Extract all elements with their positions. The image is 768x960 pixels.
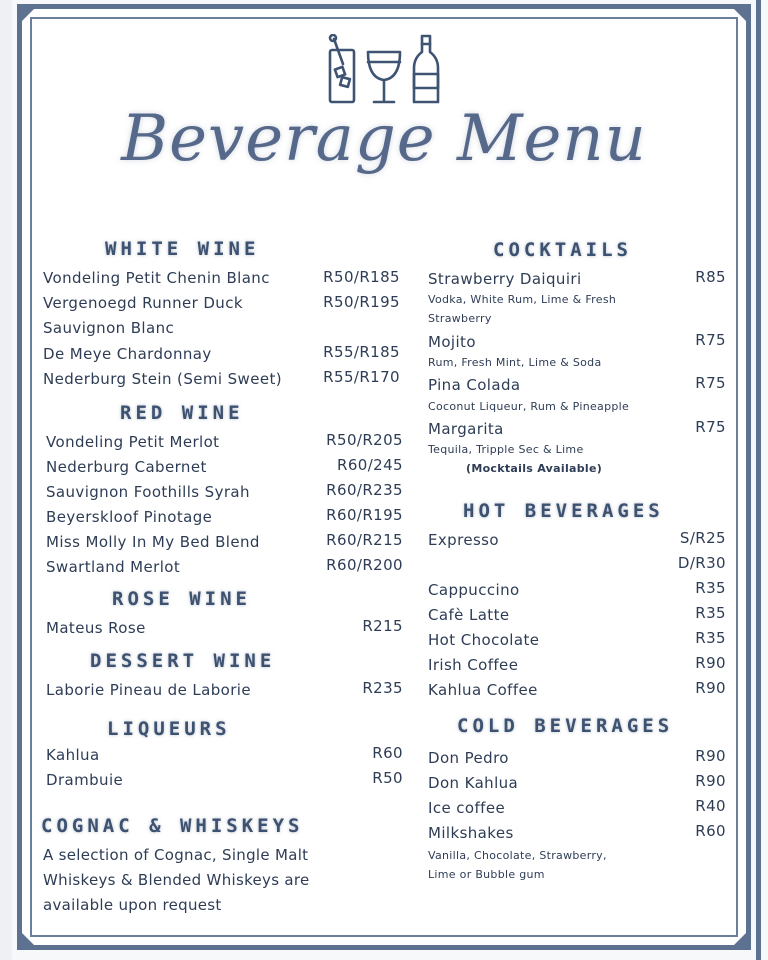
mocktails-note: (Mocktails Available) — [466, 462, 603, 475]
item-price: R35 — [695, 604, 726, 622]
item-price: R90 — [695, 654, 726, 672]
item-price: R60 — [372, 744, 403, 762]
menu-item: Vondeling Petit Merlot — [46, 433, 220, 451]
menu-item: Miss Molly In My Bed Blend — [46, 533, 260, 551]
cold-beverages-heading: COLD BEVERAGES — [457, 715, 674, 737]
hot-beverages-heading: HOT BEVERAGES — [463, 500, 664, 522]
item-price: R60/R195 — [326, 506, 403, 524]
item-price: R50/R185 — [323, 268, 400, 286]
menu-item: Cafè Latte — [428, 606, 510, 624]
menu-item: Cappuccino — [428, 581, 520, 599]
item-price: R60 — [695, 822, 726, 840]
liqueurs-heading: LIQUEURS — [107, 718, 231, 740]
menu-item: Mateus Rose — [46, 619, 146, 637]
item-price: R90 — [695, 679, 726, 697]
cognac-note — [43, 843, 310, 918]
item-price: R35 — [695, 579, 726, 597]
corner-ornament — [729, 928, 751, 950]
item-price: R60/245 — [337, 456, 403, 474]
item-description: Strawberry — [428, 312, 492, 325]
menu-item: Laborie Pineau de Laborie — [46, 681, 251, 699]
cognac-note-line: A selection of Cognac, Single Malt — [43, 846, 309, 864]
menu-item: Sauvignon Blanc — [43, 319, 175, 337]
item-price: R40 — [695, 797, 726, 815]
menu-item: Strawberry Daiquiri — [428, 270, 582, 288]
cognac-note-line: available upon request — [43, 896, 222, 914]
menu-item: Kahlua — [46, 746, 100, 764]
item-price: R60/R235 — [326, 481, 403, 499]
menu-item: Nederburg Stein (Semi Sweet) — [43, 370, 282, 388]
menu-item: Margarita — [428, 420, 504, 438]
item-price: R55/R170 — [323, 368, 400, 386]
item-price: D/R30 — [677, 554, 726, 572]
dessert-wine-heading: DESSERT WINE — [90, 650, 276, 672]
item-price: R75 — [695, 374, 726, 392]
cognac-note-line: Whiskeys & Blended Whiskeys are — [43, 871, 310, 889]
cognac-heading: COGNAC & WHISKEYS — [41, 815, 304, 837]
item-price: R85 — [695, 268, 726, 286]
menu-item: Irish Coffee — [428, 656, 519, 674]
item-price: R50/R195 — [323, 293, 400, 311]
item-price: R235 — [362, 679, 403, 697]
item-price: R75 — [695, 331, 726, 349]
item-description: Vodka, White Rum, Lime & Fresh — [428, 293, 617, 306]
menu-item: Ice coffee — [428, 799, 506, 817]
menu-item: Kahlua Coffee — [428, 681, 538, 699]
menu-item: Don Kahlua — [428, 774, 519, 792]
menu-item: Drambuie — [46, 771, 124, 789]
cocktails-heading: COCKTAILS — [493, 239, 632, 261]
item-price: S/R25 — [679, 529, 726, 547]
item-price: R60/R200 — [326, 556, 403, 574]
menu-item: Sauvignon Foothills Syrah — [46, 483, 250, 501]
corner-ornament — [17, 928, 39, 950]
red-wine-heading: RED WINE — [120, 402, 244, 424]
item-price: R55/R185 — [323, 343, 400, 361]
white-wine-heading: WHITE WINE — [105, 238, 260, 260]
rose-wine-heading: ROSE WINE — [112, 588, 251, 610]
item-price: R35 — [695, 629, 726, 647]
item-price: R50/R205 — [326, 431, 403, 449]
item-price: R60/R215 — [326, 531, 403, 549]
wine-glass-icon — [368, 52, 400, 102]
item-price: R50 — [372, 769, 403, 787]
corner-ornament — [17, 4, 39, 26]
menu-item: De Meye Chardonnay — [43, 345, 212, 363]
menu-item: Don Pedro — [428, 749, 509, 767]
item-description: Lime or Bubble gum — [428, 868, 545, 881]
menu-item: Hot Chocolate — [428, 631, 540, 649]
menu-item: Milkshakes — [428, 824, 514, 842]
item-price: R215 — [362, 617, 403, 635]
item-description: Rum, Fresh Mint, Lime & Soda — [428, 356, 602, 369]
menu-item: Swartland Merlot — [46, 558, 181, 576]
wine-bottle-icon — [414, 36, 438, 102]
cocktail-glass-icon — [330, 35, 354, 102]
item-price: R90 — [695, 747, 726, 765]
item-description: Tequila, Tripple Sec & Lime — [428, 443, 584, 456]
beverage-logo — [326, 34, 444, 106]
item-price: R75 — [695, 418, 726, 436]
menu-item: Vergenoegd Runner Duck — [43, 294, 243, 312]
item-price: R90 — [695, 772, 726, 790]
menu-item: Expresso — [428, 531, 499, 549]
menu-item: Pina Colada — [428, 376, 521, 394]
corner-ornament — [729, 4, 751, 26]
item-description: Vanilla, Chocolate, Strawberry, — [428, 849, 607, 862]
menu-item: Vondeling Petit Chenin Blanc — [43, 269, 270, 287]
menu-title: Beverage Menu — [121, 102, 647, 176]
item-description: Coconut Liqueur, Rum & Pineapple — [428, 400, 630, 413]
menu-item: Nederburg Cabernet — [46, 458, 207, 476]
menu-item: Mojito — [428, 333, 476, 351]
menu-item: Beyerskloof Pinotage — [46, 508, 213, 526]
